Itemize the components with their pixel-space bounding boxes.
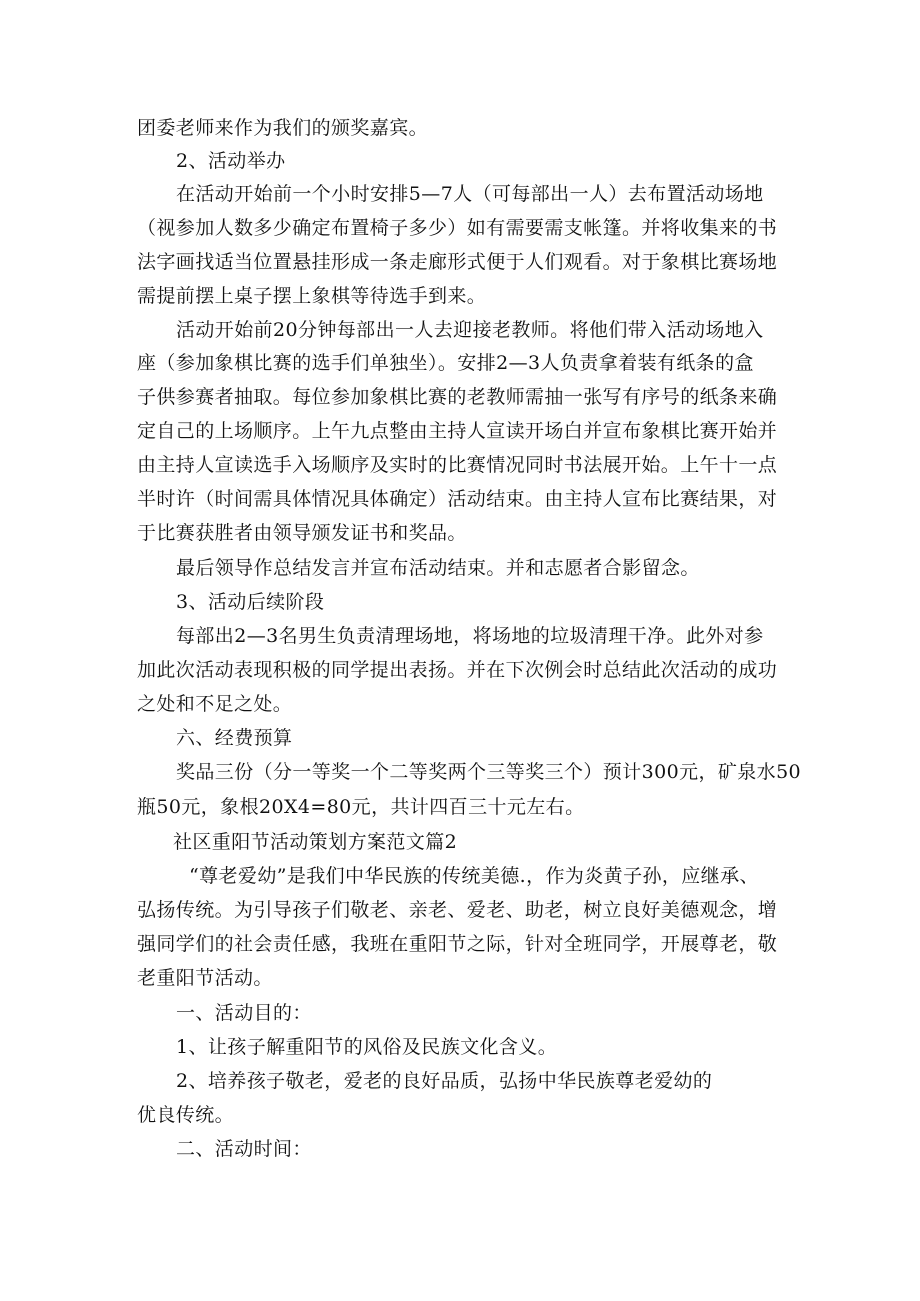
paragraph-line: 奖品三份（分一等奖一个二等奖两个三等奖三个）预计300元，矿泉水50 [176, 761, 802, 783]
paragraph-line: 瓶50元，象根20X4=80元，共计四百三十元左右。 [137, 796, 585, 818]
list-item-continuation: 优良传统。 [137, 1104, 235, 1126]
paragraph-line: 弘扬传统。为引导孩子们敬老、亲老、爱老、助老，树立良好美德观念，增 [137, 899, 778, 921]
paragraph-line: 老重阳节活动。 [137, 967, 273, 989]
paragraph-line: 定自己的上场顺序。上午九点整由主持人宣读开场白并宣布象棋比赛开始并 [137, 420, 778, 442]
list-item: 1、让孩子解重阳节的风俗及民族文化含义。 [176, 1036, 558, 1058]
article-title: 社区重阳节活动策划方案范文篇2 [173, 831, 458, 853]
paragraph-line: 半时许（时间需具体情况具体确定）活动结束。由主持人宣布比赛结果，对 [137, 488, 778, 510]
section-heading-followup: 3、活动后续阶段 [176, 591, 325, 613]
paragraph-line-continuation: 团委老师来作为我们的颁奖嘉宾。 [137, 117, 429, 139]
paragraph-line: 子供参赛者抽取。每位参加象棋比赛的老教师需抽一张写有序号的纸条来确 [137, 386, 778, 408]
paragraph-line: 之处和不足之处。 [137, 693, 293, 715]
paragraph-line: 法字画找适当位置悬挂形成一条走廊形式便于人们观看。对于象棋比赛场地 [137, 251, 778, 273]
paragraph-line: “尊老爱幼”是我们中华民族的传统美德.，作为炎黄子孙，应继承、 [189, 865, 759, 887]
paragraph-line: 最后领导作总结发言并宣布活动结束。并和志愿者合影留念。 [176, 557, 700, 579]
list-item: 2、培养孩子敬老，爱老的良好品质，弘扬中华民族尊老爱幼的 [176, 1070, 713, 1092]
paragraph-line: 强同学们的社会责任感，我班在重阳节之际，针对全班同学，开展尊老，敬 [137, 933, 778, 955]
paragraph-line: 加此次活动表现积极的同学提出表扬。并在下次例会时总结此次活动的成功 [137, 659, 778, 681]
paragraph-line: 在活动开始前一个小时安排5—7人（可每部出一人）去布置活动场地 [176, 183, 764, 205]
paragraph-line: （视参加人数多少确定布置椅子多少）如有需要需支帐篷。并将收集来的书 [137, 217, 778, 239]
paragraph-line: 每部出2—3名男生负责清理场地，将场地的垃圾清理干净。此外对参 [176, 625, 764, 647]
paragraph-line: 由主持人宣读选手入场顺序及实时的比赛情况同时书法展开始。上午十一点 [137, 454, 778, 476]
paragraph-line: 需提前摆上桌子摆上象棋等待选手到来。 [137, 285, 487, 307]
section-heading-time: 二、活动时间： [176, 1138, 312, 1160]
paragraph-line: 于比赛获胜者由领导颁发证书和奖品。 [137, 522, 467, 544]
section-heading-budget: 六、经费预算 [176, 727, 293, 749]
section-heading-activity-holding: 2、活动举办 [176, 150, 286, 172]
paragraph-line: 活动开始前20分钟每部出一人去迎接老教师。将他们带入活动场地入 [176, 319, 764, 341]
section-heading-purpose: 一、活动目的： [176, 1002, 312, 1024]
paragraph-line: 座（参加象棋比赛的选手们单独坐）。安排2—3人负责拿着装有纸条的盒 [137, 352, 754, 374]
